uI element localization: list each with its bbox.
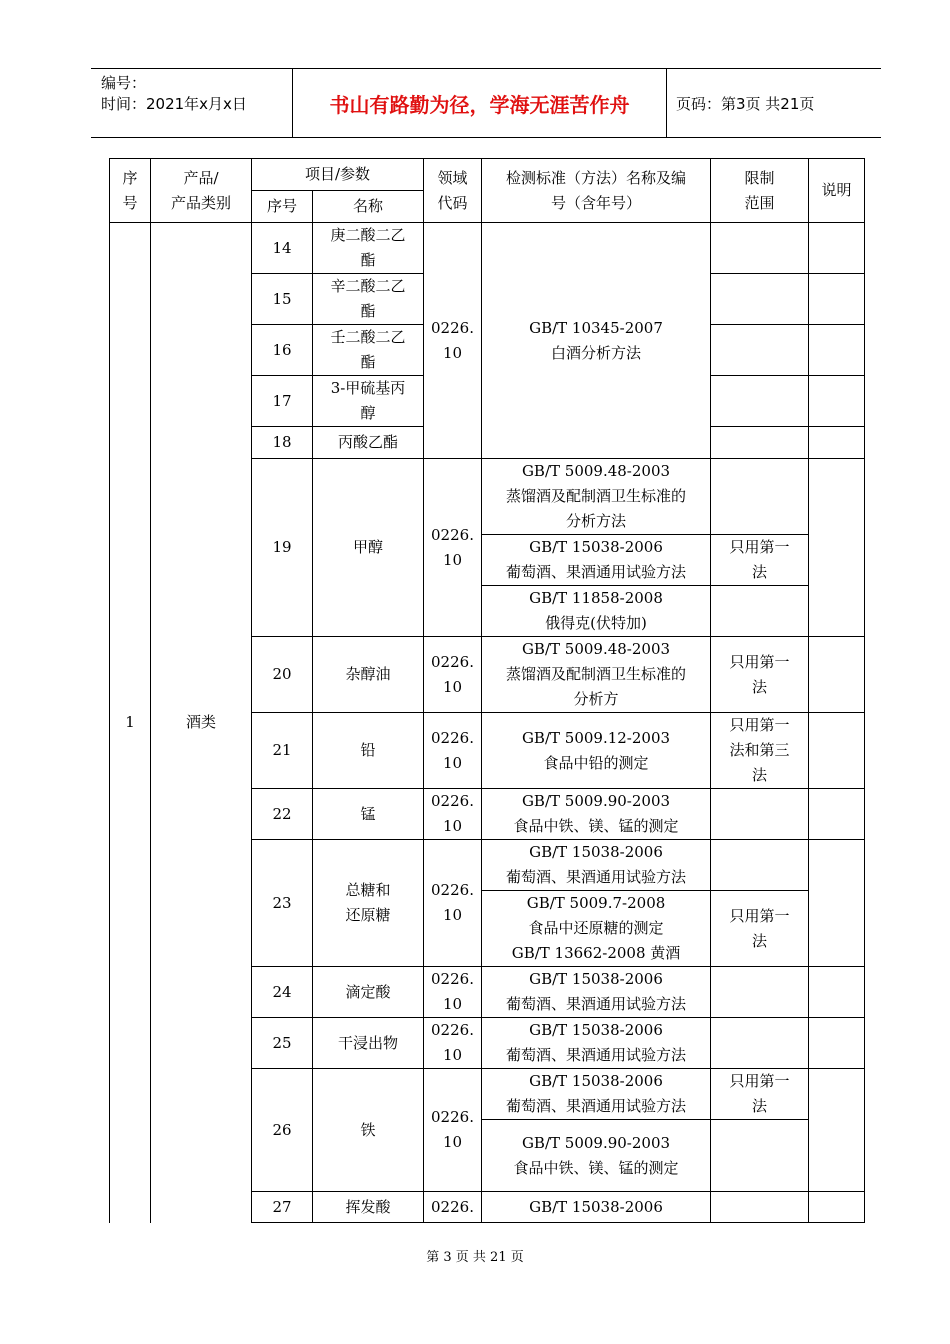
note	[809, 1018, 865, 1069]
item-seq: 23	[252, 840, 313, 967]
standard: GB/T 5009.48-2003 蒸馏酒及配制酒卫生标准的 分析方法	[482, 459, 711, 535]
limit	[711, 223, 809, 274]
standard: GB/T 15038-2006 葡萄酒、果酒通用试验方法	[482, 840, 711, 891]
header-motto: 书山有路勤为径，学海无涯苦作舟	[329, 93, 630, 117]
limit	[711, 586, 809, 637]
note	[809, 967, 865, 1018]
standard: GB/T 15038-2006 葡萄酒、果酒通用试验方法	[482, 967, 711, 1018]
item-seq: 21	[252, 713, 313, 789]
table-row	[110, 223, 865, 274]
standard: GB/T 5009.90-2003 食品中铁、镁、锰的测定	[482, 1120, 711, 1192]
item-name: 铅	[313, 713, 424, 789]
table-header-row	[110, 159, 865, 191]
item-name: 总糖和 还原糖	[313, 840, 424, 967]
item-name: 干浸出物	[313, 1018, 424, 1069]
group-product: 酒类	[151, 223, 252, 1223]
standard: GB/T 15038-2006	[482, 1192, 711, 1223]
header-field-code: 领域 代码	[424, 159, 482, 223]
item-name: 丙酸乙酯	[313, 427, 424, 459]
limit	[711, 459, 809, 535]
standard: GB/T 15038-2006 葡萄酒、果酒通用试验方法	[482, 535, 711, 586]
note	[809, 274, 865, 325]
item-name: 甲醇	[313, 459, 424, 637]
note	[809, 1069, 865, 1192]
note	[809, 789, 865, 840]
note	[809, 840, 865, 967]
item-seq: 24	[252, 967, 313, 1018]
limit	[711, 967, 809, 1018]
item-seq: 14	[252, 223, 313, 274]
page-label: 页码：第3页 共21页	[676, 95, 815, 113]
note	[809, 427, 865, 459]
standard: GB/T 15038-2006 葡萄酒、果酒通用试验方法	[482, 1069, 711, 1120]
item-seq: 18	[252, 427, 313, 459]
field-code: 0226. 10	[424, 840, 482, 967]
item-seq: 26	[252, 1069, 313, 1192]
item-name: 锰	[313, 789, 424, 840]
limit: 只用第一 法	[711, 535, 809, 586]
standard: GB/T 10345-2007 白酒分析方法	[482, 223, 711, 459]
item-seq: 25	[252, 1018, 313, 1069]
standard: GB/T 5009.48-2003 蒸馏酒及配制酒卫生标准的 分析方	[482, 637, 711, 713]
standard: GB/T 11858-2008 俄得克(伏特加)	[482, 586, 711, 637]
note	[809, 713, 865, 789]
standard: GB/T 15038-2006 葡萄酒、果酒通用试验方法	[482, 1018, 711, 1069]
header-product: 产品/ 产品类别	[151, 159, 252, 223]
header-standard: 检测标准（方法）名称及编 号（含年号）	[482, 159, 711, 223]
item-name: 辛二酸二乙 酯	[313, 274, 424, 325]
standard: GB/T 5009.12-2003 食品中铅的测定	[482, 713, 711, 789]
field-code: 0226. 10	[424, 713, 482, 789]
item-name: 壬二酸二乙 酯	[313, 325, 424, 376]
limit: 只用第一 法	[711, 1069, 809, 1120]
item-seq: 27	[252, 1192, 313, 1223]
limit	[711, 274, 809, 325]
header-note: 说明	[809, 159, 865, 223]
item-seq: 20	[252, 637, 313, 713]
note	[809, 459, 865, 637]
field-code: 0226. 10	[424, 1018, 482, 1069]
header-meta	[101, 73, 247, 115]
header-item-param: 项目/参数	[252, 159, 424, 191]
item-name: 滴定酸	[313, 967, 424, 1018]
page-footer: 第 3 页 共 21 页	[426, 1250, 524, 1265]
field-code: 0226. 10	[424, 459, 482, 637]
note	[809, 223, 865, 274]
item-name: 杂醇油	[313, 637, 424, 713]
item-name: 铁	[313, 1069, 424, 1192]
standard: GB/T 5009.90-2003 食品中铁、镁、锰的测定	[482, 789, 711, 840]
limit	[711, 840, 809, 891]
header-divider	[666, 69, 667, 137]
header-item-name: 名称	[313, 191, 424, 223]
item-name: 3-甲硫基丙 醇	[313, 376, 424, 427]
number-label: 编号：	[101, 74, 147, 92]
note	[809, 376, 865, 427]
limit	[711, 376, 809, 427]
limit	[711, 325, 809, 376]
header-limit: 限制 范围	[711, 159, 809, 223]
standard: GB/T 5009.7-2008 食品中还原糖的测定 GB/T 13662-2008 黄酒	[482, 891, 711, 967]
standards-table	[109, 158, 865, 1223]
header-item-seq: 序号	[252, 191, 313, 223]
limit	[711, 1192, 809, 1223]
limit	[711, 789, 809, 840]
limit: 只用第一 法和第三 法	[711, 713, 809, 789]
note	[809, 325, 865, 376]
limit: 只用第一 法	[711, 637, 809, 713]
limit	[711, 427, 809, 459]
field-code: 0226. 10	[424, 789, 482, 840]
group-seq: 1	[110, 223, 151, 1223]
limit	[711, 1018, 809, 1069]
header-seq: 序 号	[110, 159, 151, 223]
field-code: 0226.	[424, 1192, 482, 1223]
field-code: 0226. 10	[424, 967, 482, 1018]
note	[809, 1192, 865, 1223]
time-label: 时间：2021年x月x日	[101, 95, 247, 113]
item-seq: 19	[252, 459, 313, 637]
field-code: 0226. 10	[424, 637, 482, 713]
limit: 只用第一 法	[711, 891, 809, 967]
field-code: 0226. 10	[424, 223, 482, 459]
field-code: 0226. 10	[424, 1069, 482, 1192]
item-seq: 16	[252, 325, 313, 376]
page-header	[91, 68, 881, 138]
item-name: 挥发酸	[313, 1192, 424, 1223]
item-seq: 22	[252, 789, 313, 840]
limit	[711, 1120, 809, 1192]
item-name: 庚二酸二乙 酯	[313, 223, 424, 274]
note	[809, 637, 865, 713]
item-seq: 17	[252, 376, 313, 427]
item-seq: 15	[252, 274, 313, 325]
